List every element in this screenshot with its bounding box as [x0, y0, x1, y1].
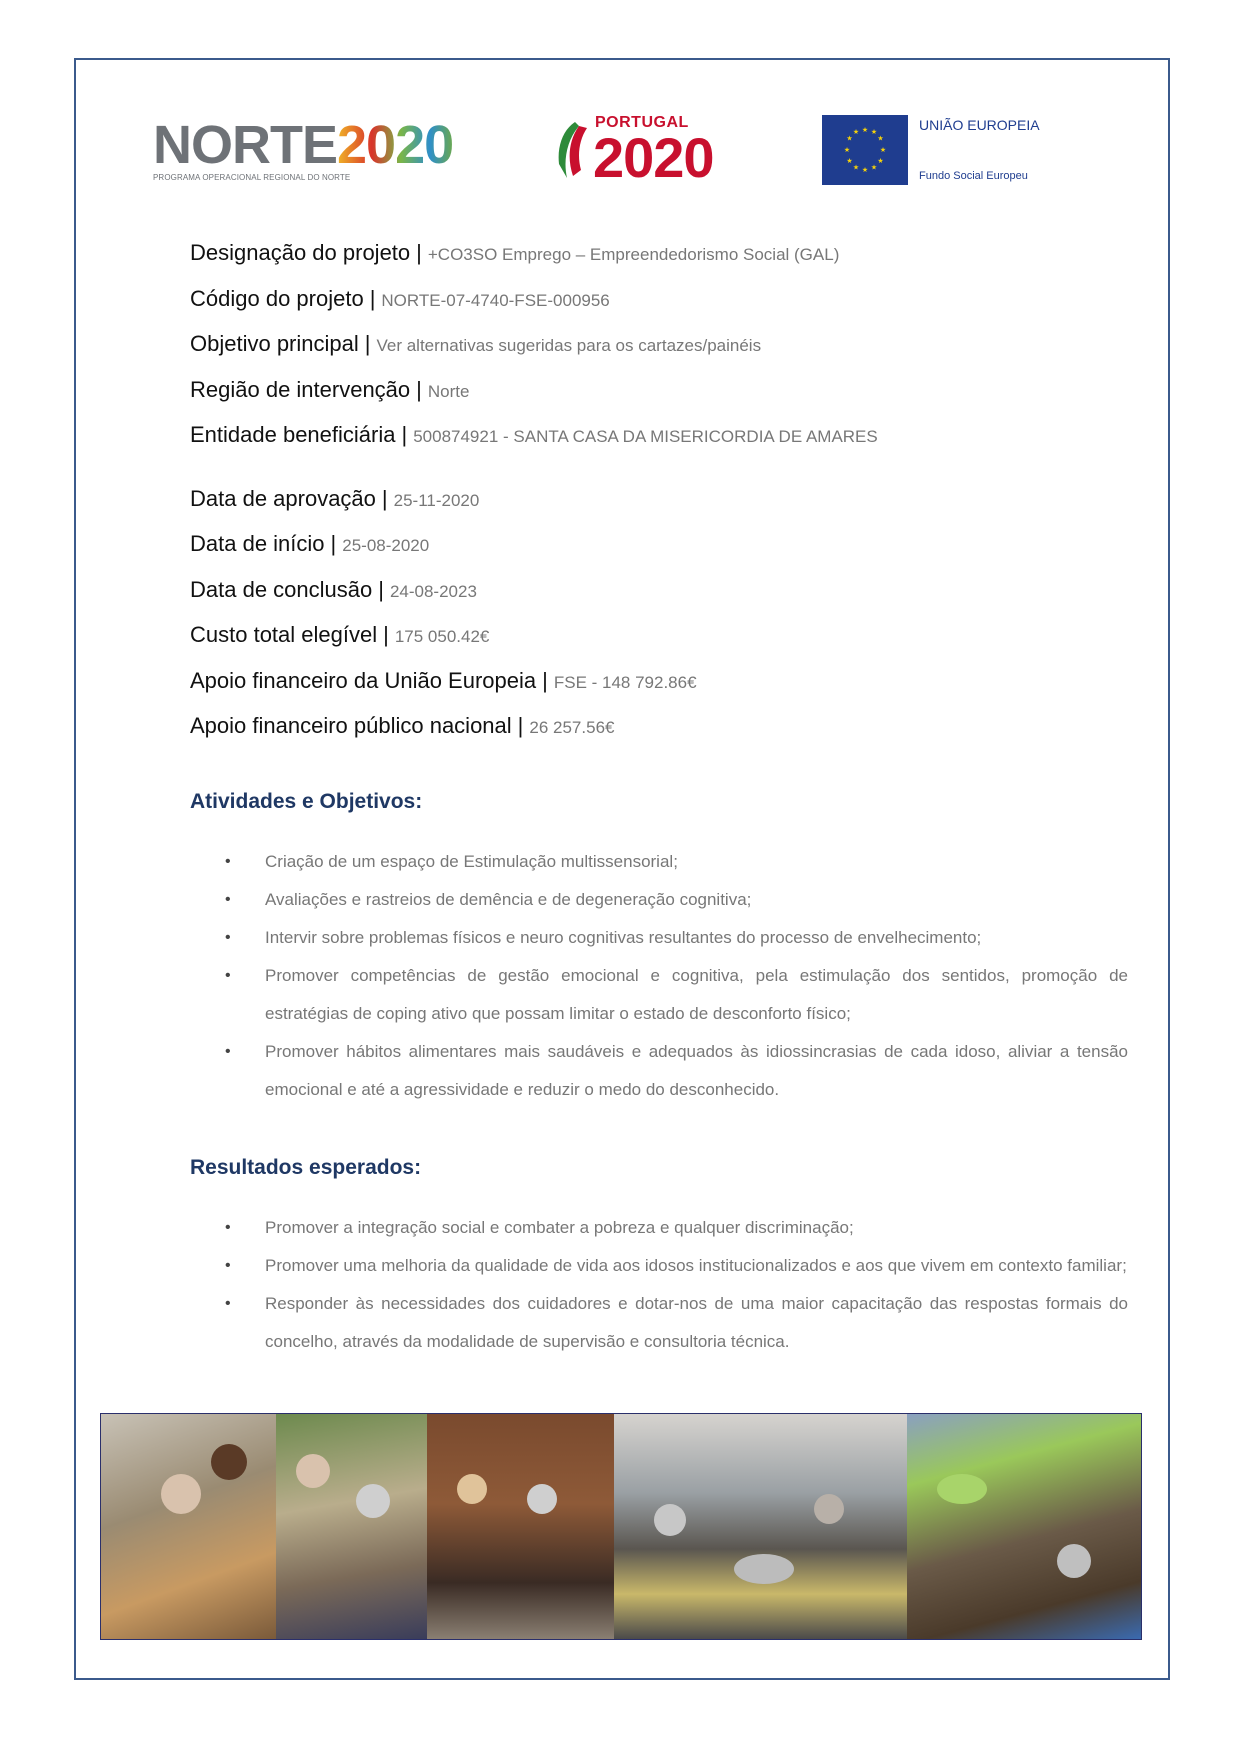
info-label: Data de início	[190, 531, 325, 556]
info-separator: |	[517, 713, 524, 738]
info-label: Região de intervenção	[190, 376, 411, 402]
list-item: • Avaliações e rastreios de demência e de degeneração cognitiva;	[225, 881, 1128, 919]
info-line-approval-date	[190, 486, 1140, 532]
svg-text:★: ★	[879, 146, 887, 154]
info-value: Norte	[427, 381, 470, 401]
info-separator: |	[416, 376, 422, 402]
bullet-icon: •	[225, 1295, 231, 1312]
info-separator: |	[401, 422, 408, 447]
info-separator: |	[416, 240, 422, 265]
info-line-start-date	[190, 531, 1140, 577]
info-line-total-cost	[190, 622, 1140, 668]
photo-gardening-activity	[907, 1414, 1141, 1639]
info-label: Designação do projeto	[190, 240, 411, 265]
info-value: 175 050.42€	[394, 627, 490, 646]
svg-text:★: ★	[870, 163, 878, 172]
bullet-icon: •	[225, 1043, 231, 1060]
bullet-icon: •	[225, 1257, 231, 1274]
photo-exercise-session	[101, 1414, 276, 1639]
results-list	[225, 1209, 1128, 1361]
svg-text:★: ★	[861, 166, 869, 174]
eu-logo-title: UNIÃO EUROPEIA	[919, 117, 1040, 133]
list-item: • Promover a integração social e combater a pobreza e qualquer discriminação;	[225, 1209, 1128, 1247]
info-value: 26 257.56€	[529, 718, 615, 737]
svg-text:★: ★	[846, 157, 853, 165]
info-line-region	[190, 377, 1140, 423]
info-label: Data de conclusão	[190, 576, 373, 602]
activities-heading: Atividades e Objetivos:	[190, 790, 423, 813]
svg-text:★: ★	[877, 157, 884, 165]
svg-text:★: ★	[852, 163, 860, 172]
list-item: • Promover competências de gestão emocional e cognitiva, pela estimulação dos sentidos, promoção de estratégias de coping ativo que possam limitar o estado de desconforto físico;	[225, 957, 1128, 1033]
svg-text:★: ★	[870, 128, 878, 136]
info-value: +CO3SO Emprego – Empreendedorismo Social (GAL)	[427, 245, 840, 264]
svg-text:★: ★	[852, 128, 860, 136]
bullet-icon: •	[225, 967, 231, 984]
info-label: Código do projeto	[190, 285, 364, 311]
eu-flag-icon	[822, 115, 908, 185]
info-label: Entidade beneficiária	[190, 422, 396, 447]
photo-group-activity	[614, 1414, 907, 1639]
photo-collage	[100, 1413, 1142, 1640]
bullet-icon: •	[225, 1219, 231, 1236]
info-label: Objetivo principal	[190, 331, 359, 356]
bullet-icon: •	[225, 853, 231, 870]
eu-logo-subtitle: Fundo Social Europeu	[919, 170, 1028, 182]
info-separator: |	[383, 622, 389, 647]
norte2020-logo	[153, 115, 483, 184]
list-item: • Promover hábitos alimentares mais saudáveis e adequados às idiossincrasias de cada idoso, aliviar a tensão emocional e até a agressividade e reduzir o medo do desconhecido.	[225, 1033, 1128, 1109]
portugal2020-logo	[553, 114, 733, 189]
portugal-logo-mark-icon	[553, 120, 589, 180]
info-value: 25-08-2020	[342, 536, 430, 555]
info-line-national-support	[190, 713, 1140, 759]
info-value: Ver alternativas sugeridas para os cartazes/painéis	[376, 336, 762, 355]
info-value: 500874921 - SANTA CASA DA MISERICORDIA DE AMARES	[413, 427, 878, 446]
bullet-icon: •	[225, 891, 231, 908]
portugal-logo-word: PORTUGAL	[595, 114, 689, 131]
norte-logo-subtitle: PROGRAMA OPERACIONAL REGIONAL DO NORTE	[153, 173, 351, 182]
info-separator: |	[542, 667, 548, 693]
info-separator: |	[381, 485, 388, 511]
info-separator: |	[364, 331, 371, 356]
info-separator: |	[369, 285, 376, 311]
svg-text:★: ★	[843, 146, 851, 154]
project-info	[190, 240, 1140, 759]
portugal-logo-year: 2020	[593, 126, 714, 189]
info-label: Custo total elegível	[190, 622, 378, 647]
norte-logo-year: 2020	[337, 115, 454, 175]
photo-weighing-session	[427, 1414, 614, 1639]
list-item: • Intervir sobre problemas físicos e neuro cognitivas resultantes do processo de envelhecimento;	[225, 919, 1128, 957]
norte-logo-word: NORTE	[153, 115, 337, 175]
eu-logo	[822, 115, 1042, 185]
info-value: NORTE-07-4740-FSE-000956	[381, 290, 610, 310]
info-line-eu-support	[190, 668, 1140, 714]
info-line-beneficiary	[190, 422, 1140, 468]
info-value: 24-08-2023	[389, 581, 477, 601]
list-item: • Responder às necessidades dos cuidadores e dotar-nos de uma maior capacitação das respostas formais do concelho, através da modalidade de supervisão e consultoria técnica.	[225, 1285, 1128, 1361]
bullet-icon: •	[225, 929, 231, 946]
info-label: Apoio financeiro da União Europeia	[190, 667, 537, 693]
info-line-designation	[190, 240, 1140, 286]
svg-text:★: ★	[877, 134, 884, 143]
info-separator: |	[378, 576, 384, 602]
info-value: 25-11-2020	[393, 490, 480, 510]
info-separator: |	[330, 531, 337, 556]
list-item: • Promover uma melhoria da qualidade de vida aos idosos institucionalizados e aos que vivem em contexto familiar;	[225, 1247, 1128, 1285]
info-line-code	[190, 286, 1140, 332]
info-label: Apoio financeiro público nacional	[190, 713, 512, 738]
activities-list	[225, 843, 1128, 1109]
info-line-end-date	[190, 577, 1140, 623]
svg-text:★: ★	[861, 126, 869, 134]
list-item: • Criação de um espaço de Estimulação multissensorial;	[225, 843, 1128, 881]
results-heading: Resultados esperados:	[190, 1156, 422, 1179]
info-value: FSE - 148 792.86€	[553, 672, 697, 692]
svg-text:★: ★	[846, 134, 853, 143]
photo-caregiver-assisting	[276, 1414, 428, 1639]
info-line-objective	[190, 331, 1140, 377]
info-label: Data de aprovação	[190, 485, 376, 511]
